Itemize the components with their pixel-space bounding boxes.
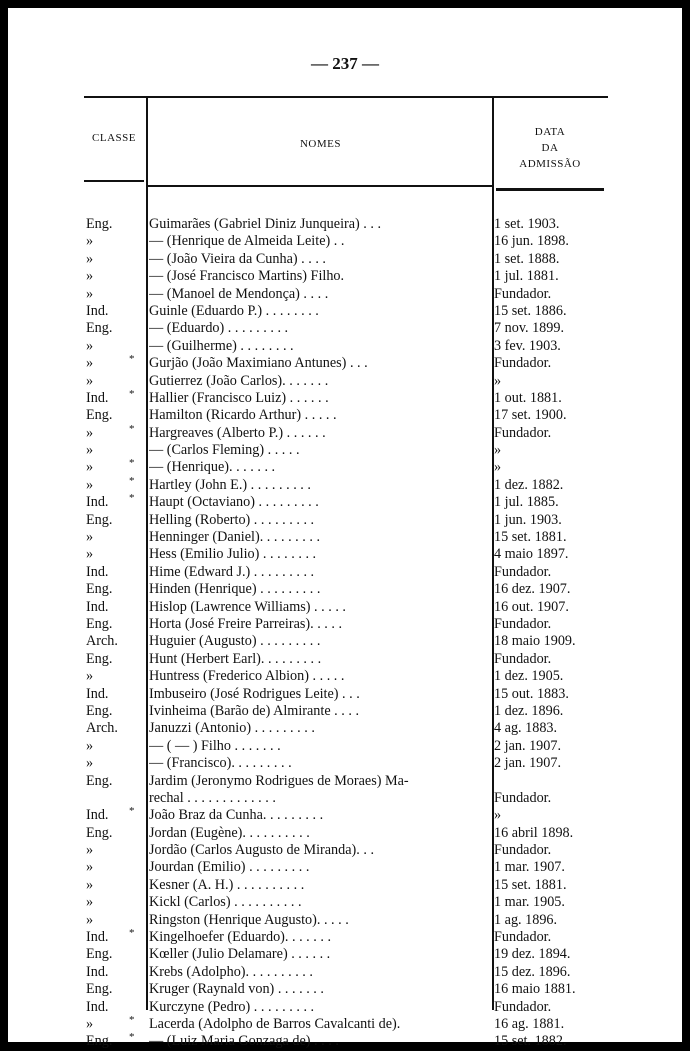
table-row bbox=[8, 233, 682, 250]
table-row bbox=[8, 825, 682, 842]
row-nome: Helling (Roberto) . . . . . . . . . bbox=[149, 511, 315, 528]
row-classe: » bbox=[86, 529, 94, 546]
row-data-admissao: 15 set. 1881. bbox=[494, 529, 567, 546]
table-top-rule bbox=[84, 96, 608, 98]
table-row bbox=[8, 946, 682, 963]
row-nome: — (Francisco). . . . . . . . . bbox=[149, 755, 292, 772]
row-classe: » bbox=[86, 250, 94, 267]
row-data-admissao: 1 ag. 1896. bbox=[494, 911, 558, 928]
table-row bbox=[8, 773, 682, 790]
row-nome: João Braz da Cunha. . . . . . . . . bbox=[149, 807, 324, 824]
row-nome: — (João Vieira da Cunha) . . . . bbox=[149, 250, 326, 267]
row-classe: Ind. bbox=[86, 389, 109, 406]
row-data-admissao: 15 set. 1886. bbox=[494, 302, 567, 319]
table-row bbox=[8, 529, 682, 546]
row-data-admissao: 1 mar. 1905. bbox=[494, 894, 565, 911]
row-classe: » bbox=[86, 372, 94, 389]
row-nome: Ringston (Henrique Augusto). . . . . bbox=[149, 911, 349, 928]
row-classe: Ind. bbox=[86, 598, 109, 615]
header-bottom-rule-left bbox=[84, 180, 144, 182]
row-data-admissao: 16 jun. 1898. bbox=[494, 233, 569, 250]
table-row bbox=[8, 512, 682, 529]
row-data-admissao: 1 set. 1888. bbox=[494, 250, 560, 267]
row-classe: Eng. bbox=[86, 581, 113, 598]
table-row bbox=[8, 859, 682, 876]
table-row bbox=[8, 720, 682, 737]
row-data-admissao: 15 set. 1881. bbox=[494, 876, 567, 893]
row-classe: Ind. bbox=[86, 302, 109, 319]
table-row bbox=[8, 790, 682, 807]
row-data-admissao: 4 maio 1897. bbox=[494, 546, 569, 563]
table-row bbox=[8, 474, 682, 494]
table-row bbox=[8, 842, 682, 859]
row-classe: Eng. bbox=[86, 702, 113, 719]
table-row bbox=[8, 1033, 682, 1050]
table-row bbox=[8, 807, 682, 824]
table-row bbox=[8, 387, 682, 407]
row-nome: Januzzi (Antonio) . . . . . . . . . bbox=[149, 720, 315, 737]
row-nome: Hamilton (Ricardo Arthur) . . . . . bbox=[149, 407, 337, 424]
table-row bbox=[8, 894, 682, 911]
table-row bbox=[8, 546, 682, 563]
header-bottom-rule-mid bbox=[148, 185, 492, 187]
row-data-admissao: 1 mar. 1907. bbox=[494, 859, 565, 876]
row-data-admissao: Fundador. bbox=[494, 789, 552, 806]
row-nome: Kruger (Raynald von) . . . . . . . bbox=[149, 981, 324, 998]
row-nome: Jardim (Jeronymo Rodrigues de Moraes) Ma- bbox=[149, 772, 409, 789]
table-row bbox=[8, 877, 682, 894]
row-data-admissao: Fundador. bbox=[494, 285, 552, 302]
row-data-admissao: » bbox=[494, 807, 502, 824]
entries-table bbox=[8, 216, 682, 1051]
row-classe: Eng. bbox=[86, 320, 113, 337]
table-row bbox=[8, 286, 682, 303]
row-data-admissao: » bbox=[494, 459, 502, 476]
row-classe: » bbox=[86, 859, 94, 876]
row-data-admissao: 1 jul. 1885. bbox=[494, 494, 559, 511]
row-nome: Hess (Emilio Julio) . . . . . . . . bbox=[149, 546, 317, 563]
row-data-admissao: Fundador. bbox=[494, 929, 552, 946]
row-classe: » bbox=[86, 233, 94, 250]
table-row bbox=[8, 912, 682, 929]
row-nome: Kickl (Carlos) . . . . . . . . . . bbox=[149, 894, 302, 911]
table-row bbox=[8, 616, 682, 633]
row-classe: » bbox=[86, 755, 94, 772]
row-nome: Hislop (Lawrence Williams) . . . . . bbox=[149, 598, 346, 615]
row-nome: rechal . . . . . . . . . . . . . bbox=[149, 789, 276, 806]
row-classe: Ind. bbox=[86, 563, 109, 580]
row-data-admissao: Fundador. bbox=[494, 355, 552, 372]
row-data-admissao: 17 set. 1900. bbox=[494, 407, 567, 424]
row-nome: Kesner (A. H.) . . . . . . . . . . bbox=[149, 876, 305, 893]
row-nome: — (Guilherme) . . . . . . . . bbox=[149, 337, 294, 354]
row-classe: Ind. bbox=[86, 807, 109, 824]
row-founder-mark: * bbox=[129, 492, 135, 505]
row-data-admissao: Fundador. bbox=[494, 424, 552, 441]
row-classe: Ind. bbox=[86, 685, 109, 702]
row-founder-mark: * bbox=[129, 353, 135, 366]
row-nome: Hime (Edward J.) . . . . . . . . . bbox=[149, 563, 315, 580]
row-classe: » bbox=[86, 268, 94, 285]
row-nome: Kœller (Julio Delamare) . . . . . . bbox=[149, 946, 331, 963]
row-data-admissao: 1 jun. 1903. bbox=[494, 511, 562, 528]
row-classe: Eng. bbox=[86, 407, 113, 424]
row-founder-mark: * bbox=[129, 387, 135, 400]
row-classe: Eng. bbox=[86, 511, 113, 528]
row-nome: Jourdan (Emilio) . . . . . . . . . bbox=[149, 859, 310, 876]
row-nome: Hinden (Henrique) . . . . . . . . . bbox=[149, 581, 321, 598]
row-nome: Jordão (Carlos Augusto de Miranda). . . bbox=[149, 842, 374, 859]
row-classe: » bbox=[86, 1015, 94, 1032]
table-row bbox=[8, 755, 682, 772]
header-data-line2: DA bbox=[541, 142, 559, 154]
row-classe: Ind. bbox=[86, 494, 109, 511]
table-row bbox=[8, 338, 682, 355]
row-classe: » bbox=[86, 876, 94, 893]
row-data-admissao: 16 maio 1881. bbox=[494, 981, 576, 998]
row-classe: Eng. bbox=[86, 824, 113, 841]
row-data-admissao: 1 out. 1881. bbox=[494, 389, 562, 406]
row-nome: — (Henrique de Almeida Leite) . . bbox=[149, 233, 345, 250]
row-classe: » bbox=[86, 894, 94, 911]
row-nome: Huntress (Frederico Albion) . . . . . bbox=[149, 668, 345, 685]
row-classe: » bbox=[86, 337, 94, 354]
table-row bbox=[8, 407, 682, 424]
row-data-admissao: 3 fev. 1903. bbox=[494, 337, 561, 354]
header-classe: CLASSE bbox=[92, 132, 136, 144]
row-founder-mark: * bbox=[129, 474, 135, 487]
row-nome: — (Henrique). . . . . . . bbox=[149, 459, 276, 476]
row-classe: Arch. bbox=[86, 633, 118, 650]
row-data-admissao: Fundador. bbox=[494, 563, 552, 580]
row-classe: Ind. bbox=[86, 998, 109, 1015]
row-data-admissao: 19 dez. 1894. bbox=[494, 946, 571, 963]
row-classe: » bbox=[86, 737, 94, 754]
row-data-admissao: 4 ag. 1883. bbox=[494, 720, 558, 737]
row-classe: Ind. bbox=[86, 963, 109, 980]
row-data-admissao: 1 dez. 1905. bbox=[494, 668, 564, 685]
row-nome: Imbuseiro (José Rodrigues Leite) . . . bbox=[149, 685, 360, 702]
row-data-admissao: 15 set. 1882. bbox=[494, 1033, 567, 1050]
row-classe: » bbox=[86, 911, 94, 928]
row-nome: — (Eduardo) . . . . . . . . . bbox=[149, 320, 289, 337]
table-row bbox=[8, 268, 682, 285]
table-row bbox=[8, 651, 682, 668]
row-classe: » bbox=[86, 442, 94, 459]
row-nome: — (Carlos Fleming) . . . . . bbox=[149, 442, 300, 459]
row-founder-mark: * bbox=[129, 927, 135, 940]
row-nome: — (José Francisco Martins) Filho. bbox=[149, 268, 345, 285]
header-data-line1: DATA bbox=[534, 126, 566, 138]
row-classe: » bbox=[86, 285, 94, 302]
row-classe: Eng. bbox=[86, 1033, 113, 1050]
row-nome: Jordan (Eugène). . . . . . . . . . bbox=[149, 824, 310, 841]
header-bottom-rule-right bbox=[496, 188, 604, 191]
row-founder-mark: * bbox=[129, 1013, 135, 1026]
row-nome: Henninger (Daniel). . . . . . . . . bbox=[149, 529, 320, 546]
header-nomes: NOMES bbox=[299, 138, 341, 150]
row-founder-mark: * bbox=[129, 422, 135, 435]
row-classe: Eng. bbox=[86, 615, 113, 632]
row-classe: » bbox=[86, 355, 94, 372]
row-data-admissao: 2 jan. 1907. bbox=[494, 737, 561, 754]
row-classe: Ind. bbox=[86, 929, 109, 946]
row-classe: » bbox=[86, 668, 94, 685]
row-classe: Arch. bbox=[86, 720, 118, 737]
table-row bbox=[8, 251, 682, 268]
row-data-admissao: 16 dez. 1907. bbox=[494, 581, 571, 598]
table-row bbox=[8, 964, 682, 981]
table-row bbox=[8, 981, 682, 998]
row-data-admissao: 7 nov. 1899. bbox=[494, 320, 565, 337]
row-classe: Eng. bbox=[86, 216, 113, 232]
row-nome: Horta (José Freire Parreiras). . . . . bbox=[149, 615, 343, 632]
row-nome: Hunt (Herbert Earl). . . . . . . . . bbox=[149, 650, 322, 667]
row-classe: Eng. bbox=[86, 981, 113, 998]
row-classe: Eng. bbox=[86, 946, 113, 963]
row-nome: Gutierrez (João Carlos). . . . . . . bbox=[149, 372, 329, 389]
table-row bbox=[8, 216, 682, 233]
table-row bbox=[8, 494, 682, 511]
table-row bbox=[8, 320, 682, 337]
row-data-admissao: Fundador. bbox=[494, 842, 552, 859]
row-classe: » bbox=[86, 842, 94, 859]
table-row bbox=[8, 442, 682, 459]
row-nome: Hartley (John E.) . . . . . . . . . bbox=[149, 476, 311, 493]
row-classe: Eng. bbox=[86, 650, 113, 667]
row-data-admissao: Fundador. bbox=[494, 615, 552, 632]
row-nome: Guinle (Eduardo P.) . . . . . . . . bbox=[149, 302, 319, 319]
row-nome: Lacerda (Adolpho de Barros Cavalcanti de). bbox=[149, 1015, 401, 1032]
row-data-admissao: Fundador. bbox=[494, 650, 552, 667]
row-nome: Kurczyne (Pedro) . . . . . . . . . bbox=[149, 998, 315, 1015]
row-founder-mark: * bbox=[129, 805, 135, 818]
row-data-admissao: 1 dez. 1882. bbox=[494, 476, 564, 493]
header-data-line3: ADMISSÃO bbox=[519, 158, 581, 170]
row-data-admissao: 15 dez. 1896. bbox=[494, 963, 571, 980]
row-nome: Krebs (Adolpho). . . . . . . . . . bbox=[149, 963, 313, 980]
table-row bbox=[8, 929, 682, 946]
row-nome: Haupt (Octaviano) . . . . . . . . . bbox=[149, 494, 319, 511]
page bbox=[8, 8, 682, 1050]
row-classe: » bbox=[86, 546, 94, 563]
row-nome: — (Manoel de Mendonça) . . . . bbox=[149, 285, 329, 302]
row-classe: » bbox=[86, 424, 94, 441]
table-row bbox=[8, 686, 682, 703]
row-nome: — (Luiz Maria Gonzaga de) . . . . bbox=[149, 1033, 339, 1050]
row-data-admissao: Fundador. bbox=[494, 998, 552, 1015]
table-row bbox=[8, 564, 682, 581]
row-classe: Eng. bbox=[86, 772, 113, 789]
table-row bbox=[8, 355, 682, 372]
row-founder-mark: * bbox=[129, 457, 135, 470]
row-data-admissao: 16 abril 1898. bbox=[494, 824, 574, 841]
table-row bbox=[8, 373, 682, 390]
row-data-admissao: » bbox=[494, 442, 502, 459]
row-founder-mark: * bbox=[129, 1031, 135, 1044]
row-data-admissao: 16 ag. 1881. bbox=[494, 1015, 565, 1032]
row-classe: » bbox=[86, 476, 94, 493]
row-data-admissao: 1 dez. 1896. bbox=[494, 702, 564, 719]
table-row bbox=[8, 999, 682, 1016]
row-data-admissao: » bbox=[494, 372, 502, 389]
row-nome: Guimarães (Gabriel Diniz Junqueira) . . . bbox=[149, 216, 382, 232]
row-data-admissao: 16 out. 1907. bbox=[494, 598, 569, 615]
row-nome: Ivinheima (Barão de) Almirante . . . . bbox=[149, 702, 359, 719]
row-nome: Huguier (Augusto) . . . . . . . . . bbox=[149, 633, 321, 650]
table-row bbox=[8, 599, 682, 616]
table-row bbox=[8, 581, 682, 598]
row-data-admissao: 1 jul. 1881. bbox=[494, 268, 559, 285]
table-row bbox=[8, 1013, 682, 1033]
table-row bbox=[8, 459, 682, 476]
table-row bbox=[8, 703, 682, 720]
row-data-admissao: 18 maio 1909. bbox=[494, 633, 576, 650]
table-row bbox=[8, 738, 682, 755]
page-number: — 237 — bbox=[311, 54, 379, 73]
row-classe: » bbox=[86, 459, 94, 476]
table-row bbox=[8, 633, 682, 650]
row-data-admissao: 2 jan. 1907. bbox=[494, 755, 561, 772]
row-nome: Hargreaves (Alberto P.) . . . . . . bbox=[149, 424, 326, 441]
row-nome: Hallier (Francisco Luiz) . . . . . . bbox=[149, 389, 329, 406]
table-row bbox=[8, 422, 682, 442]
row-nome: Kingelhoefer (Eduardo). . . . . . . bbox=[149, 929, 332, 946]
row-nome: Gurjão (João Maximiano Antunes) . . . bbox=[149, 355, 368, 372]
row-nome: — ( — ) Filho . . . . . . . bbox=[149, 737, 281, 754]
table-row bbox=[8, 668, 682, 685]
row-data-admissao: 15 out. 1883. bbox=[494, 685, 569, 702]
table-row bbox=[8, 303, 682, 320]
row-data-admissao: 1 set. 1903. bbox=[494, 216, 560, 232]
